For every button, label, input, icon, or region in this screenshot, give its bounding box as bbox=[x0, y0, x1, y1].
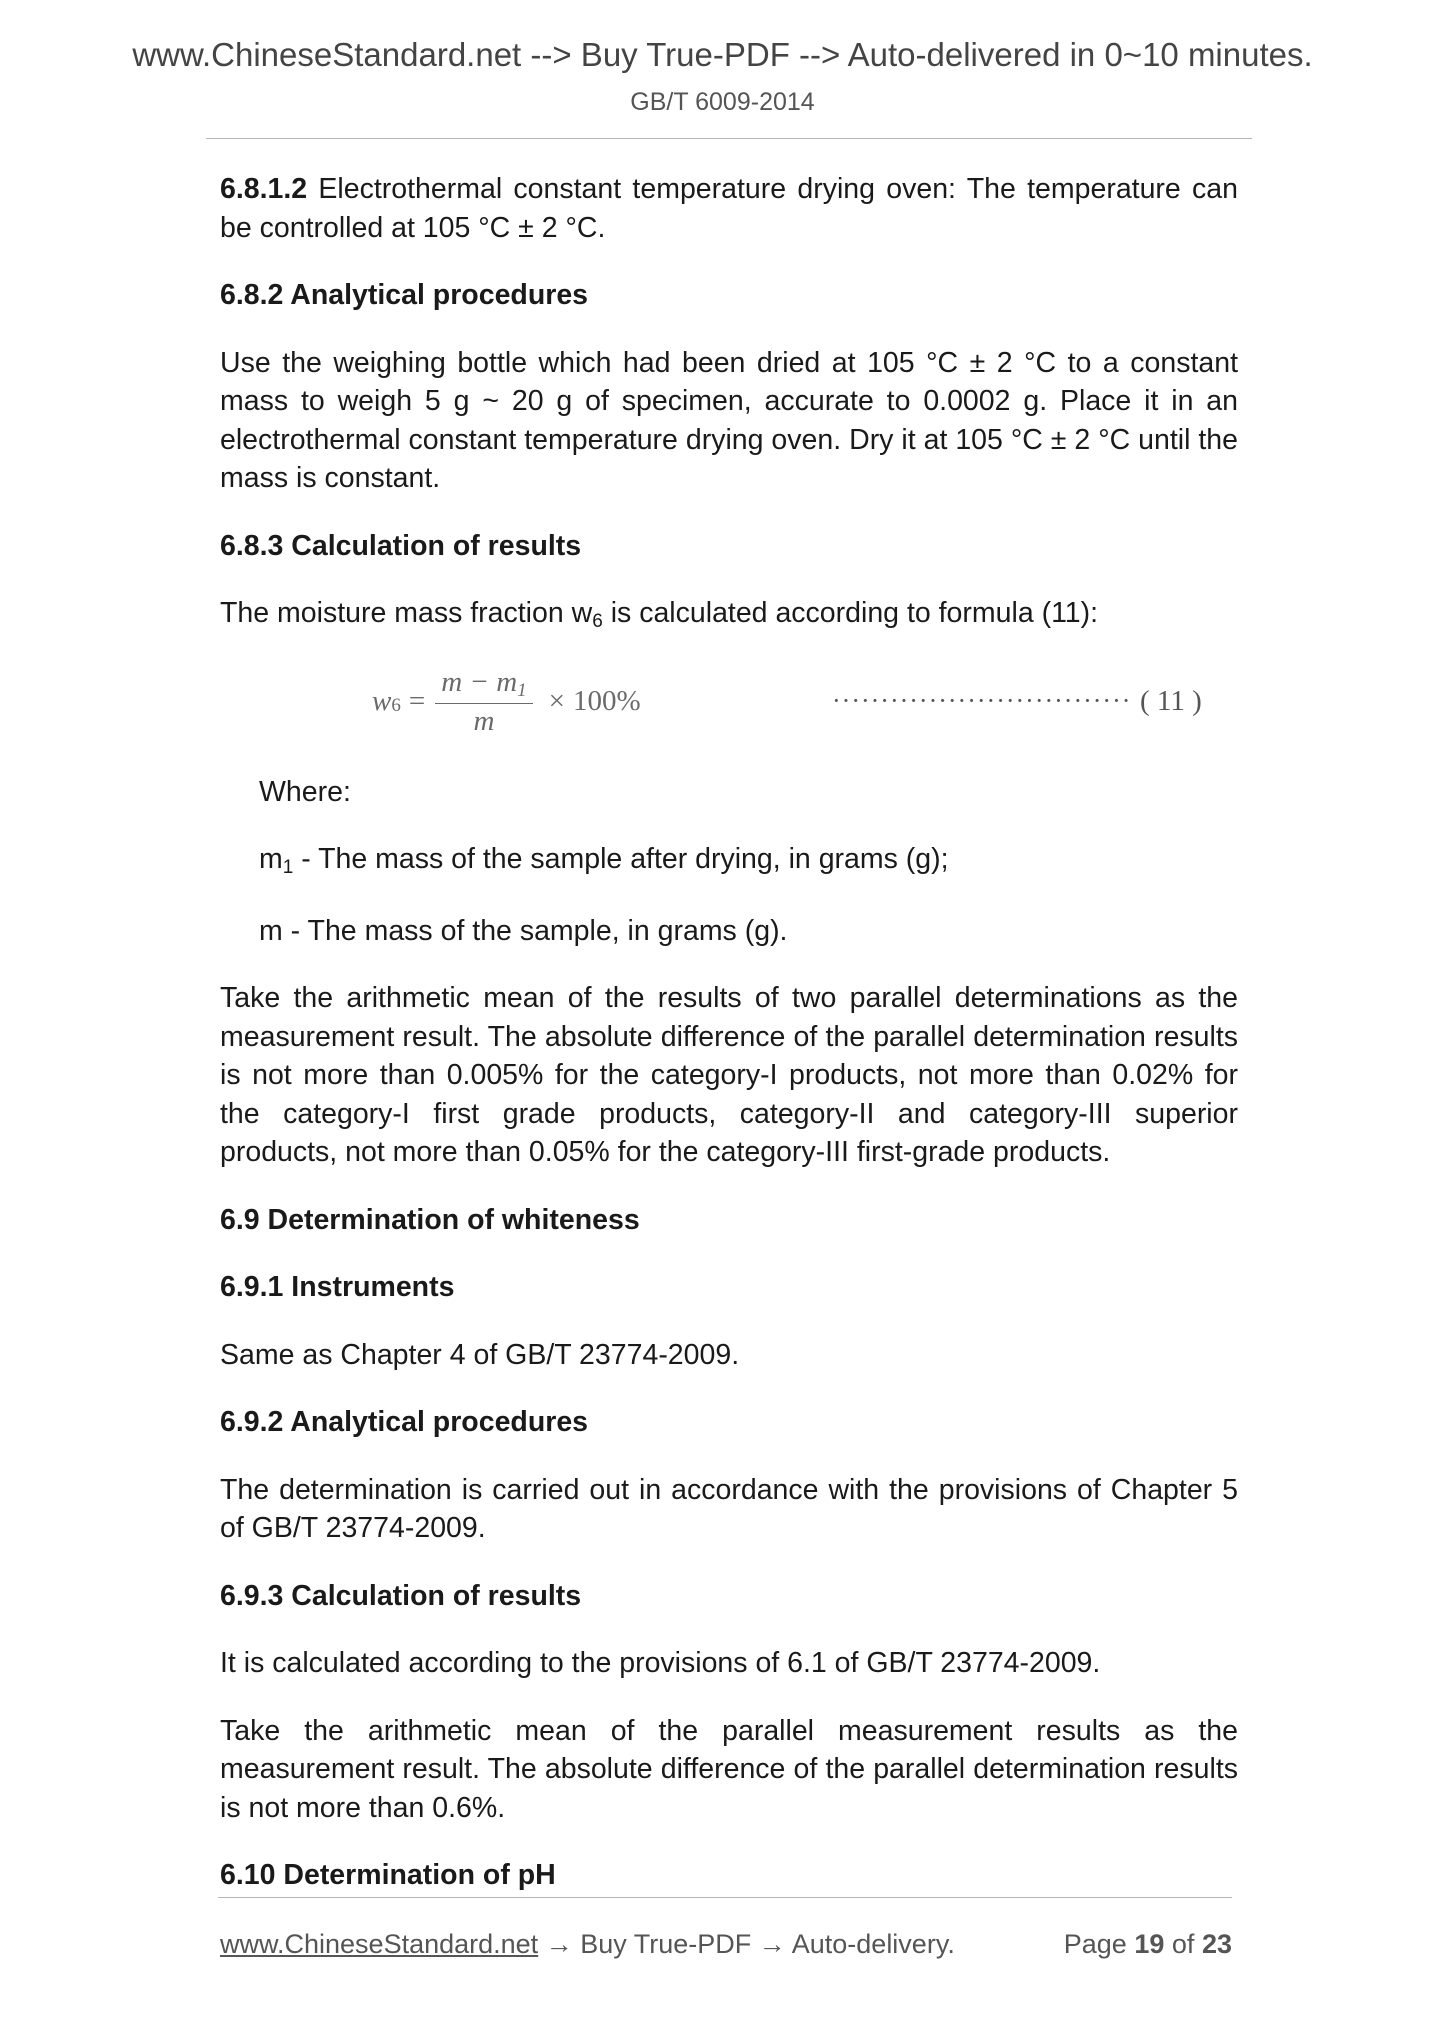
formula-intro: The moisture mass fraction $w_6$ is calculated according to formula (11): bbox=[220, 597, 1099, 632]
section-number: 6.8.1.2 bbox=[220, 173, 308, 205]
standard-code: GB/T 6009-2014 bbox=[630, 88, 815, 116]
section-heading: 6.9 Determination of whiteness bbox=[220, 1203, 640, 1236]
section-heading: 6.8.3 Calculation of results bbox=[220, 529, 582, 562]
page-number: Page 19 of 23 bbox=[1063, 1929, 1232, 1959]
footer-divider bbox=[218, 1897, 1232, 1898]
section-heading: 6.9.2 Analytical procedures bbox=[220, 1406, 589, 1438]
formula-11 bbox=[220, 658, 1238, 746]
section-heading: 6.9.3 Calculation of results bbox=[220, 1579, 582, 1612]
paragraph: The determination is carried out in accordance with the provisions of Chapter 5 of GB/T 23774-2009. bbox=[220, 1473, 1238, 1544]
header-banner: www.ChineseStandard.net --> Buy True-PDF --> Auto-delivered in 0~10 minutes. bbox=[132, 36, 1313, 73]
formula-number: ( 11 ) bbox=[1140, 684, 1202, 717]
formula-leader-dots: ······························· bbox=[832, 685, 1132, 715]
variable-definition-m: m - The mass of the sample, in grams (g). bbox=[259, 914, 788, 947]
paragraph: Same as Chapter 4 of GB/T 23774-2009. bbox=[220, 1338, 740, 1371]
section-heading: 6.8.2 Analytical procedures bbox=[220, 279, 589, 311]
paragraph: Take the arithmetic mean of the parallel measurement results as the measurement result. The absolute difference of the parallel determination results is not more than 0.6%. bbox=[220, 1714, 1238, 1824]
paragraph: Use the weighing bottle which had been dried at 105 °C ± 2 °C to a constant mass to weigh 5 g ~ 20 g of specimen, accurate to 0.0002 g. Place it in an electrothermal constant temperature drying oven. Dry it at 105 °C ± 2 °C until the mass is constant. bbox=[220, 346, 1238, 494]
footer-site-link[interactable]: www.ChineseStandard.net bbox=[220, 1929, 539, 1959]
footer-tagline: → Buy True-PDF → Auto-delivery. bbox=[538, 1929, 955, 1959]
paragraph: Electrothermal constant temperature drying oven: The temperature can be controlled at 105 °C ± 2 °C. bbox=[220, 173, 1238, 244]
formula-fraction: $\frac{m - m_1}{m}$ bbox=[435, 665, 532, 738]
formula-expression: w $_6$ = $\frac{m - m_1}{m}$ × 100% bbox=[372, 666, 641, 737]
section-heading: 6.10 Determination of pH bbox=[220, 1859, 556, 1891]
where-label: Where: bbox=[259, 775, 351, 808]
paragraph: It is calculated according to the provisions of 6.1 of GB/T 23774-2009. bbox=[220, 1647, 1101, 1679]
section-6-8-1-2 bbox=[220, 170, 1238, 247]
variable-definition-m1: $m_1$ - The mass of the sample after drying, in grams (g); bbox=[259, 843, 949, 878]
paragraph: Take the arithmetic mean of the results of two parallel determinations as the measurement result. The absolute difference of the parallel determination results is not more than 0.005% for the category-I products, not more than 0.02% for the category-I first grade products, category-II and category-III superior products, not more than 0.05% for the category-III first-grade products. bbox=[220, 982, 1238, 1168]
header-divider bbox=[206, 138, 1252, 139]
page-content bbox=[220, 170, 1238, 1924]
section-heading: 6.9.1 Instruments bbox=[220, 1271, 455, 1303]
